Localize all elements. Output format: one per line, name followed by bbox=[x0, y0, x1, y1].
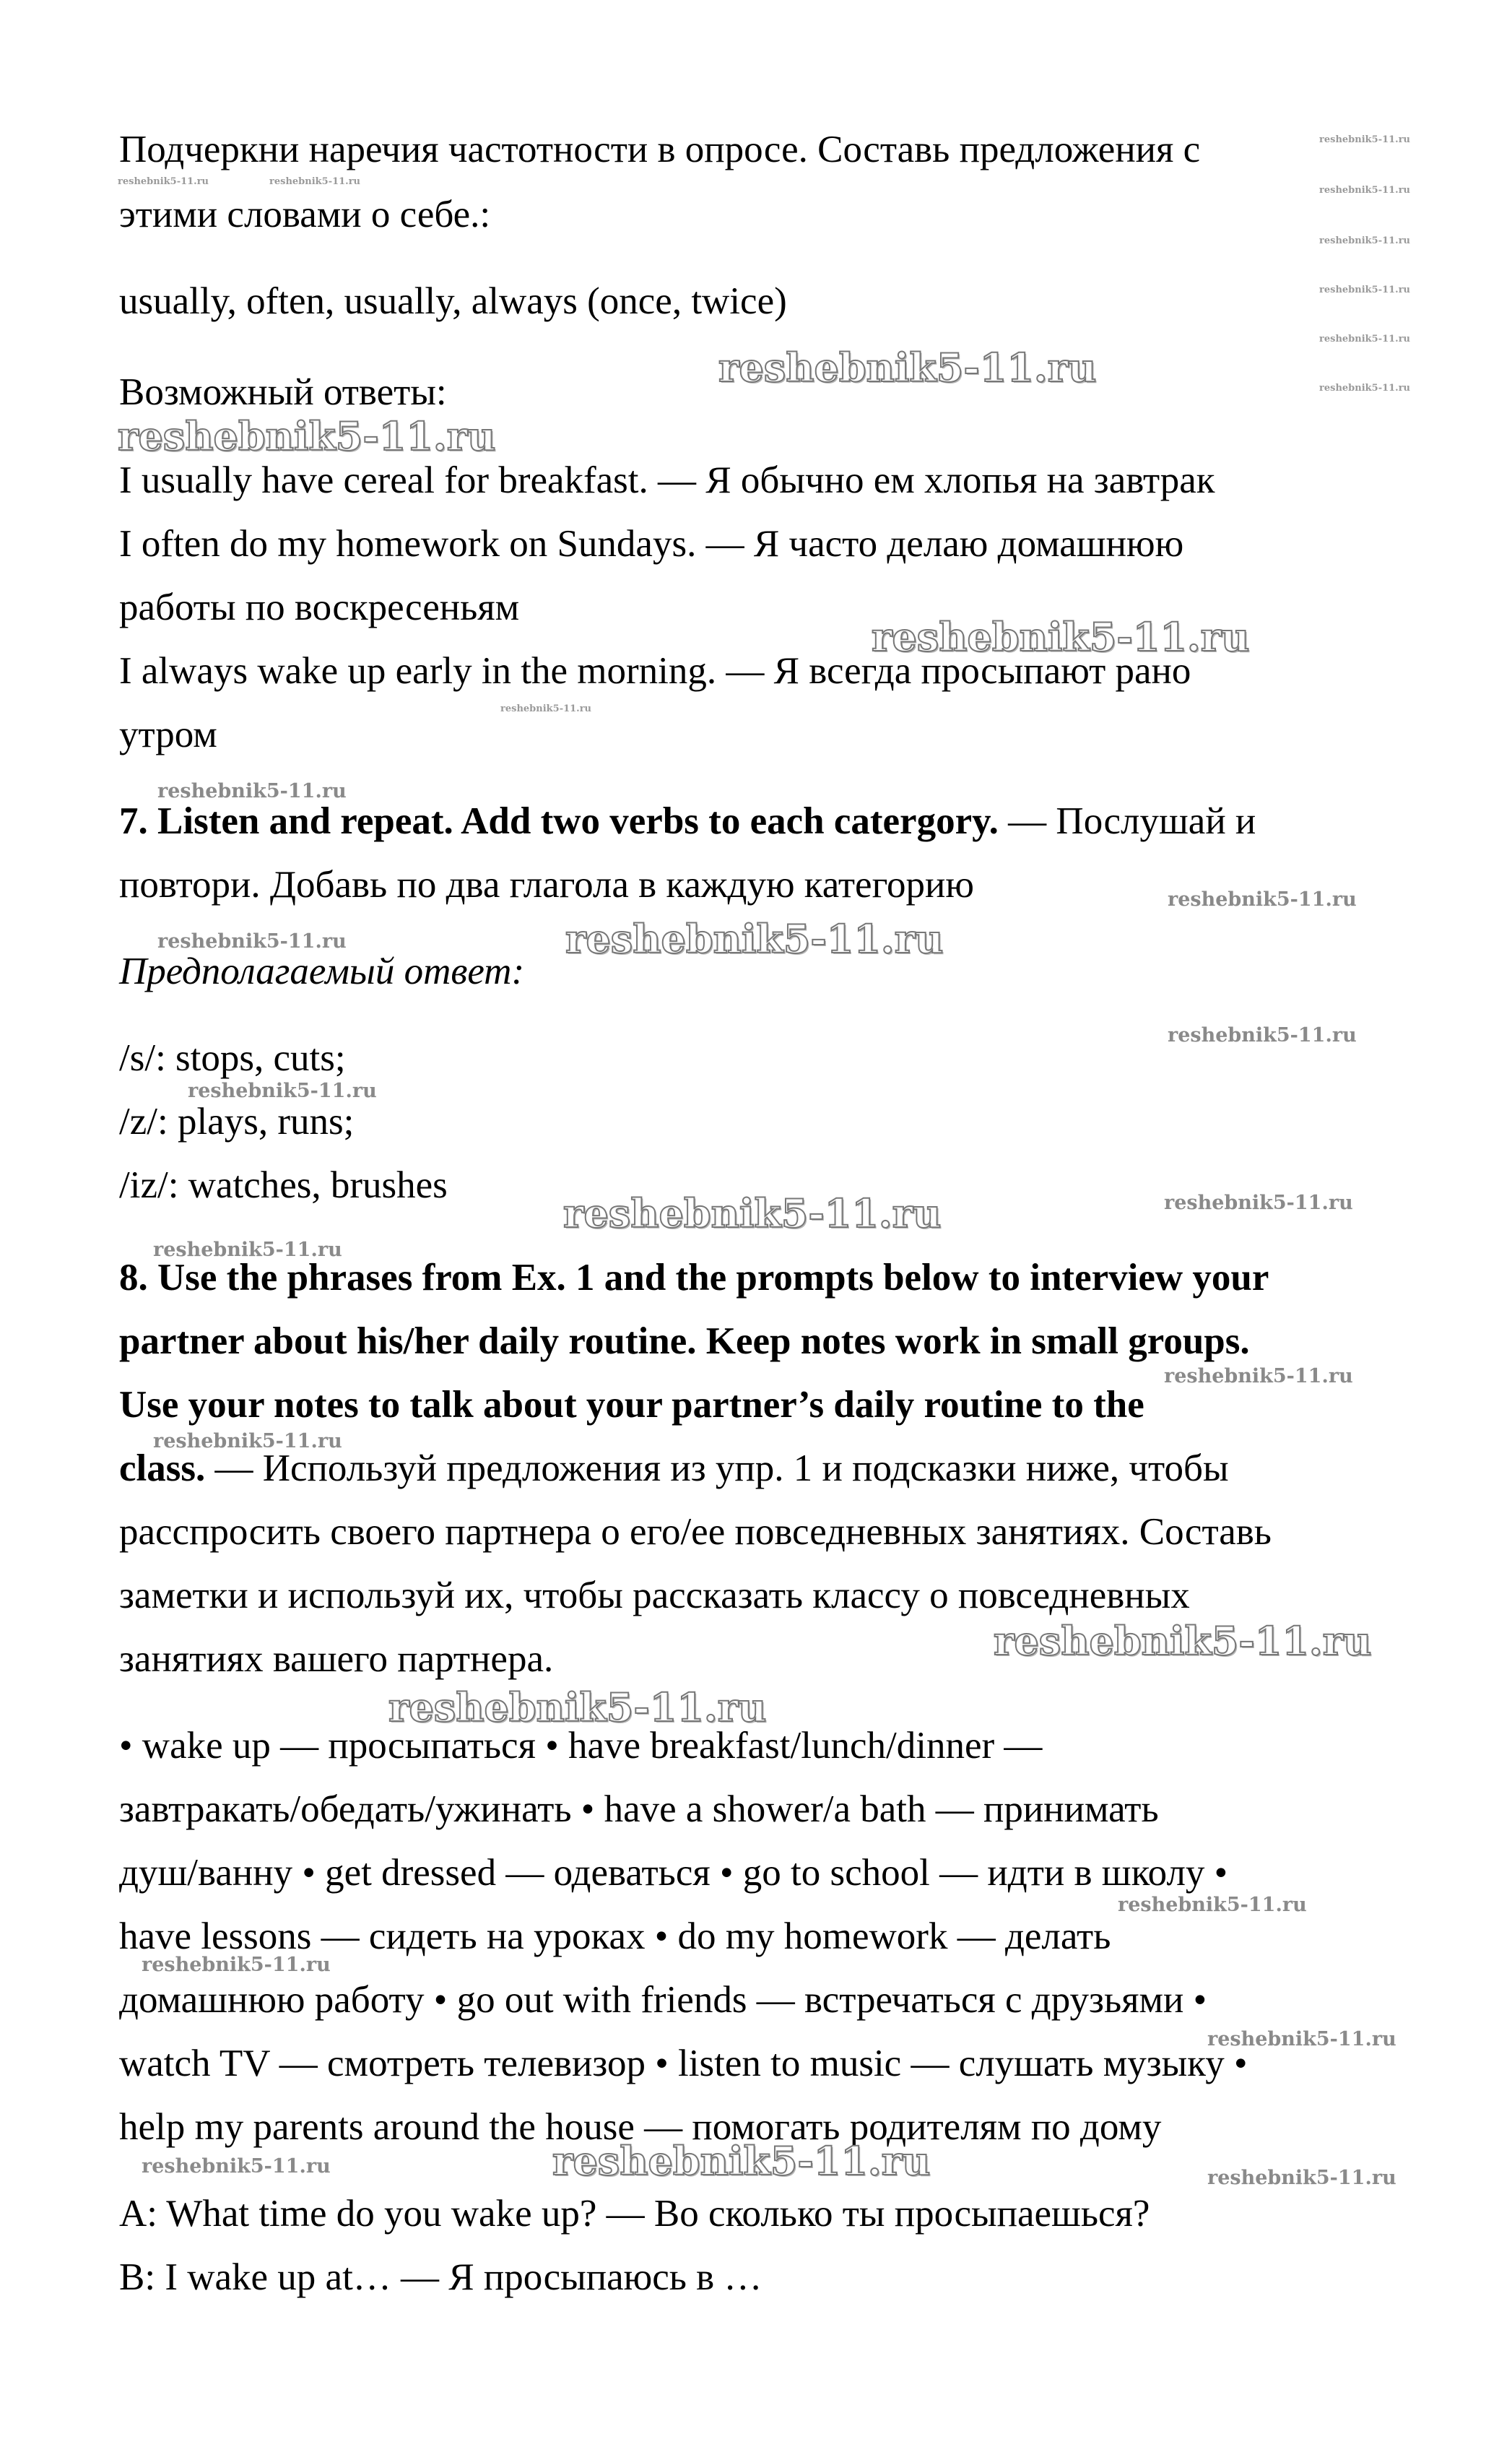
dialogue-line: B: I wake up at… — Я просыпаюсь в … bbox=[119, 2256, 762, 2298]
watermark: reshebnik5-11.ru bbox=[1118, 1894, 1307, 1916]
watermark: reshebnik5-11.ru bbox=[157, 930, 347, 953]
watermark: reshebnik5-11.ru bbox=[388, 1684, 767, 1730]
watermark: reshebnik5-11.ru bbox=[188, 1080, 377, 1102]
watermark: reshebnik5-11.ru bbox=[1319, 285, 1411, 295]
watermark: reshebnik5-11.ru bbox=[157, 780, 347, 802]
watermark: reshebnik5-11.ru bbox=[1319, 235, 1411, 246]
ex7-line-2: повтори. Добавь по два глагола в каждую категорию bbox=[119, 864, 974, 906]
prompt-line: домашнюю работу • go out with friends — встречаться с друзьями • bbox=[119, 1979, 1207, 2021]
watermark: reshebnik5-11.ru bbox=[994, 1618, 1372, 1664]
prompt-line: завтракать/обедать/ужинать • have a shower/a bath — принимать bbox=[119, 1788, 1159, 1830]
watermark: reshebnik5-11.ru bbox=[118, 413, 496, 459]
watermark: reshebnik5-11.ru bbox=[872, 614, 1250, 660]
watermark: reshebnik5-11.ru bbox=[1319, 134, 1411, 145]
ex8-ru-line: заметки и используй их, чтобы рассказать классу о повседневных bbox=[119, 1574, 1190, 1616]
watermark: reshebnik5-11.ru bbox=[500, 703, 592, 714]
sound-row: /s/: stops, cuts; bbox=[119, 1037, 346, 1079]
ex8-ru-line: расспросить своего партнера о его/ее повседневных занятиях. Составь bbox=[119, 1511, 1272, 1553]
intro-line-1: Подчеркни наречия частотности в опросе. Составь предложения с bbox=[119, 129, 1201, 170]
answer-line: I always wake up early in the morning. — Я всегда просыпают рано bbox=[119, 650, 1191, 692]
dialogue-line: A: What time do you wake up? — Во сколько ты просыпаешься? bbox=[119, 2193, 1150, 2235]
prompt-line: have lessons — сидеть на уроках • do my homework — делать bbox=[119, 1915, 1111, 1957]
watermark: reshebnik5-11.ru bbox=[563, 1190, 942, 1236]
watermark: reshebnik5-11.ru bbox=[269, 176, 361, 187]
prompt-line: • wake up — просыпаться • have breakfast/lunch/dinner — bbox=[119, 1725, 1043, 1767]
watermark: reshebnik5-11.ru bbox=[153, 1239, 342, 1261]
prompt-line: help my parents around the house — помогать родителям по дому bbox=[119, 2106, 1162, 2148]
watermark: reshebnik5-11.ru bbox=[1164, 1365, 1353, 1387]
ex8-title-end: class. bbox=[119, 1447, 206, 1489]
watermark: reshebnik5-11.ru bbox=[718, 345, 1097, 391]
watermark: reshebnik5-11.ru bbox=[142, 2155, 331, 2178]
watermark: reshebnik5-11.ru bbox=[552, 2138, 931, 2184]
answer-line: утром bbox=[119, 714, 217, 755]
prompt-line: душ/ванну • get dressed — одеваться • go to school — идти в школу • bbox=[119, 1852, 1228, 1894]
answer-line: I often do my homework on Sundays. — Я часто делаю домашнюю bbox=[119, 523, 1184, 565]
ex8-ru-first: — Используй предложения из упр. 1 и подсказки ниже, чтобы bbox=[205, 1447, 1229, 1489]
watermark: reshebnik5-11.ru bbox=[153, 1430, 342, 1452]
watermark: reshebnik5-11.ru bbox=[1168, 888, 1357, 911]
adverbs-line: usually, often, usually, always (once, twice) bbox=[119, 280, 787, 322]
watermark: reshebnik5-11.ru bbox=[1319, 185, 1411, 196]
watermark: reshebnik5-11.ru bbox=[1207, 2028, 1396, 2050]
watermark: reshebnik5-11.ru bbox=[1207, 2167, 1396, 2189]
ex7-title-ru: — Послушай и bbox=[998, 800, 1256, 842]
ex8-title-line: 8. Use the phrases from Ex. 1 and the prompts below to interview your bbox=[119, 1257, 1269, 1299]
prompt-line: watch TV — смотреть телевизор • listen to music — слушать музыку • bbox=[119, 2042, 1248, 2084]
ex7-expected-label: Предполагаемый ответ: bbox=[119, 950, 525, 992]
answer-line: I usually have cereal for breakfast. — Я обычно ем хлопья на завтрак bbox=[119, 459, 1215, 501]
ex7-title: 7. Listen and repeat. Add two verbs to each catergory. bbox=[119, 800, 999, 842]
watermark: reshebnik5-11.ru bbox=[142, 1954, 331, 1976]
watermark: reshebnik5-11.ru bbox=[1168, 1024, 1357, 1047]
ex8-title-line: partner about his/her daily routine. Keep notes work in small groups. bbox=[119, 1320, 1250, 1362]
watermark: reshebnik5-11.ru bbox=[118, 176, 209, 187]
ex8-title-line: Use your notes to talk about your partner’s daily routine to the bbox=[119, 1384, 1144, 1426]
ex8-ru-line: занятиях вашего партнера. bbox=[119, 1638, 554, 1680]
watermark: reshebnik5-11.ru bbox=[1164, 1192, 1353, 1214]
watermark: reshebnik5-11.ru bbox=[1319, 334, 1411, 345]
ex7-title-line bbox=[119, 796, 1256, 846]
answer-line: работы по воскресеньям bbox=[119, 586, 520, 628]
sound-row: /iz/: watches, brushes bbox=[119, 1164, 448, 1206]
possible-answers-label: Возможный ответы: bbox=[119, 371, 447, 413]
intro-line-2: этими словами о себе.: bbox=[119, 194, 491, 235]
watermark: reshebnik5-11.ru bbox=[1319, 383, 1411, 394]
watermark: reshebnik5-11.ru bbox=[565, 916, 944, 962]
sound-row: /z/: plays, runs; bbox=[119, 1101, 355, 1143]
